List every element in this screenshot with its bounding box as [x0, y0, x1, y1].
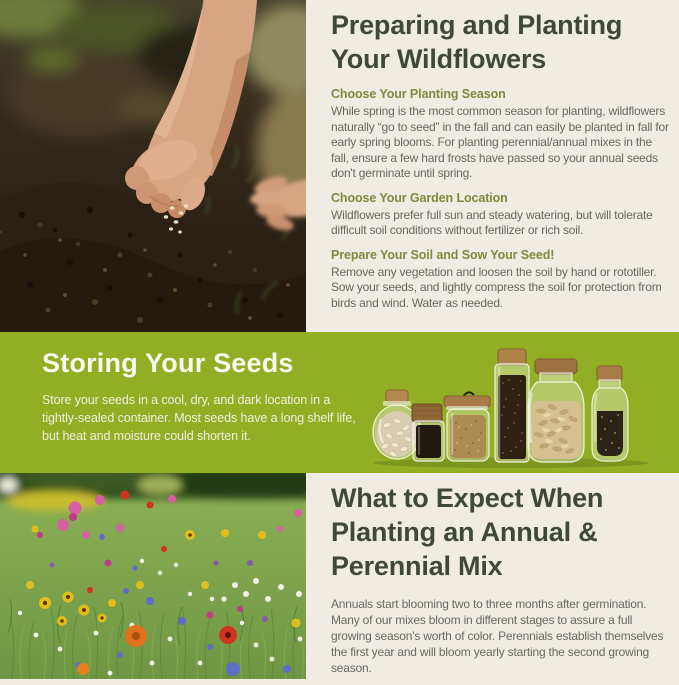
- tip-heading: Choose Your Planting Season: [331, 87, 506, 101]
- tip-heading: Prepare Your Soil and Sow Your Seed!: [331, 247, 555, 262]
- jar-tall-cylinder: [495, 349, 529, 462]
- tip-prepare-soil: [331, 248, 671, 312]
- jar-dark-mixed-seeds: [592, 366, 628, 461]
- banner-text-block: [42, 348, 364, 445]
- banner-body: Store your seeds in a cool, dry, and dark location in a tightly-sealed container. Most seeds have a long shelf life, but heat and moisture could shorten it.: [42, 393, 356, 443]
- photo-hand-planting-seeds: [0, 0, 306, 332]
- hand-planting-illustration: [0, 0, 306, 332]
- what-to-expect-body: Annuals start blooming two to three months after germination. Many of our mixes bloom in different stages to assure a full growing season's worth of color. Perennials establish themselves the first year and will bloom yearly starting the second growing season.: [331, 597, 664, 675]
- meadow-illustration: [0, 473, 306, 679]
- tip-body: Remove any vegetation and loosen the soil by hand or rototiller. Sow your seeds, and lightly compress the soil for protection from birds and wind. Water as needed.: [331, 264, 662, 310]
- tip-garden-location: [331, 191, 671, 239]
- jar-dark-seeds-small: [412, 404, 444, 461]
- section-title-what-to-expect: What to Expect When Planting an Annual & Perennial Mix: [331, 483, 604, 581]
- photo-wildflower-meadow: [0, 473, 306, 679]
- tip-body: Wildflowers prefer full sun and steady watering, but will tolerate difficult soil conditions without fertilizer or rich soil.: [331, 207, 653, 237]
- banner-title: Storing Your Seeds: [42, 348, 294, 378]
- jar-fine-seeds-squat: [444, 392, 490, 461]
- tip-body: While spring is the most common season for planting, wildflowers naturally “go to seed” in the fall and can easily be planted in fall for early spring blooms. For planting perennial/annual mixes in the fall, ensure a few hard frosts have passed so your annual seeds don't germinate until spring.: [331, 104, 669, 180]
- jar-pumpkin-seeds-large: [528, 359, 584, 462]
- top-text-section: [331, 8, 671, 320]
- storing-seeds-banner: [0, 332, 679, 473]
- section-title-preparing: Preparing and Planting Your Wildflowers: [331, 10, 623, 74]
- tip-planting-season: [331, 87, 671, 182]
- tip-heading: Choose Your Garden Location: [331, 190, 508, 205]
- bottom-text-section: [331, 481, 671, 685]
- photo-seed-jars: [371, 333, 671, 470]
- seed-jars-illustration: [371, 333, 671, 470]
